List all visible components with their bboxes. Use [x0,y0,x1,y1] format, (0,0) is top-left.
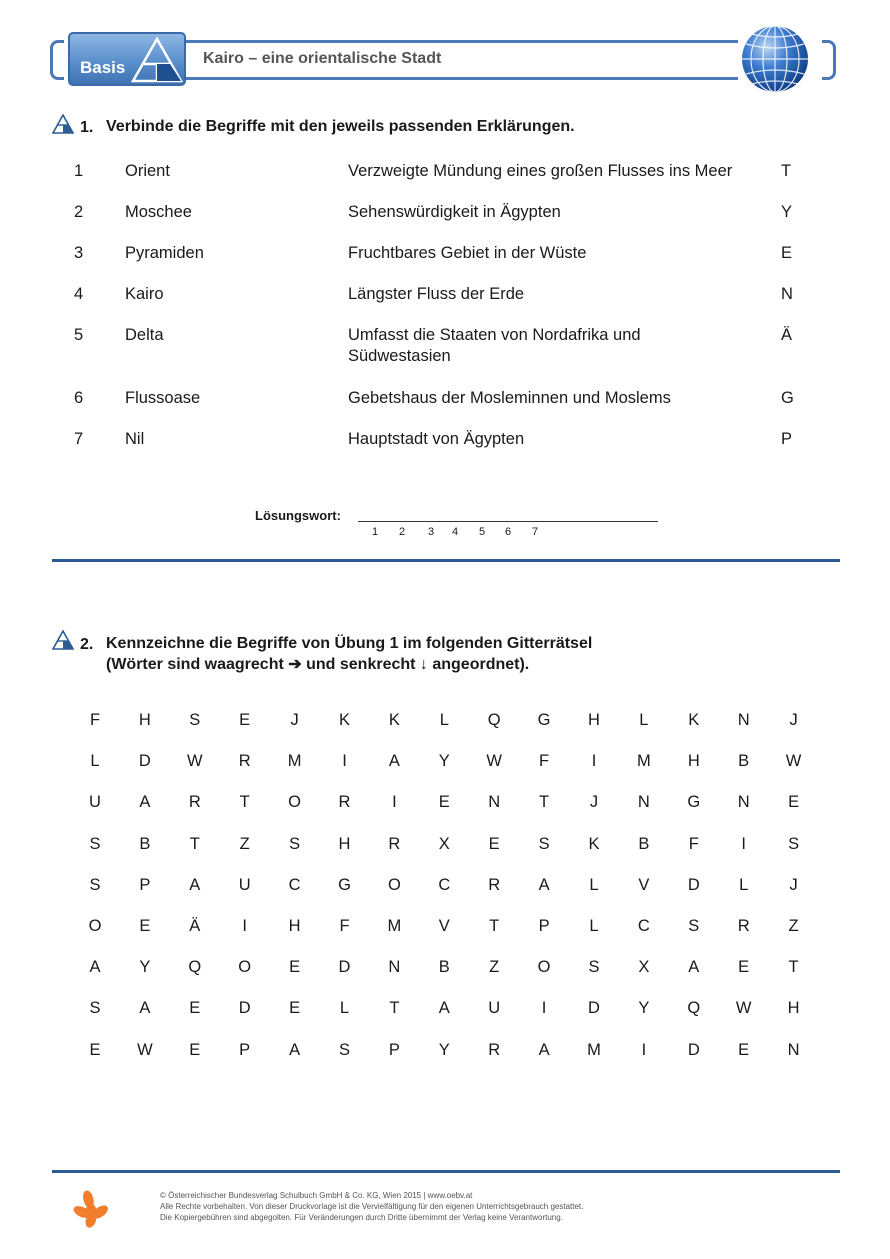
grid-letter[interactable]: H [787,999,800,1018]
grid-letter[interactable]: S [89,834,101,853]
grid-letter[interactable]: R [488,875,501,894]
page-title: Kairo – eine orientalische Stadt [203,50,442,67]
pyramid-level-icon [52,630,74,650]
row-number: 7 [74,430,84,448]
grid-letter[interactable]: J [589,793,599,812]
exercise-2-instruction-line-1: Kennzeichne die Begriffe von Übung 1 im folgenden Gitterrätsel [106,635,593,652]
grid-letter[interactable]: Z [489,958,500,977]
row-explanation: Hauptstadt von Ägypten [348,430,525,448]
grid-letter[interactable]: A [438,999,450,1018]
grid-letter[interactable]: U [488,999,501,1018]
grid-letter[interactable]: R [388,834,401,853]
solution-digit: 2 [399,526,406,538]
grid-letter[interactable]: A [89,958,101,977]
grid-letter[interactable]: S [89,999,101,1018]
grid-letter[interactable]: P [538,917,550,935]
grid-letter[interactable]: W [187,752,203,771]
grid-letter[interactable]: V [638,875,650,894]
grid-letter[interactable]: W [785,752,802,771]
grid-letter[interactable]: P [139,875,151,894]
grid-letter[interactable]: D [687,875,700,894]
header-rule-top [186,40,738,43]
grid-letter[interactable]: R [188,793,201,812]
pyramid-level-icon [130,36,184,84]
grid-letter[interactable]: R [737,917,750,935]
grid-letter[interactable]: M [387,917,402,935]
grid-letter[interactable]: M [587,1040,601,1059]
grid-letter[interactable]: W [137,1040,153,1059]
grid-letter[interactable]: E [89,1040,101,1059]
grid-letter[interactable]: R [338,793,351,812]
grid-letter[interactable]: A [388,752,400,771]
grid-letter[interactable]: G [537,711,551,729]
basis-badge-label: Basis [80,58,126,77]
grid-letter[interactable]: D [588,999,600,1018]
grid-letter[interactable]: G [338,875,351,894]
solution-digit: 1 [372,526,379,538]
grid-letter[interactable]: N [737,793,750,812]
row-explanation: Umfasst die Staaten von Nordafrika und Südwestasien [348,326,641,365]
row-term: Orient [125,162,170,180]
grid-letter[interactable]: M [287,752,302,771]
grid-letter[interactable]: E [738,958,750,977]
grid-letter[interactable]: F [89,711,101,729]
grid-letter[interactable]: N [488,793,501,812]
row-number: 6 [74,389,84,407]
row-letter: Ä [781,326,793,344]
footer-divider [52,1170,840,1173]
header-bracket-right [822,40,836,80]
header-bracket-left [50,40,64,80]
grid-letter[interactable]: S [788,834,800,853]
grid-letter[interactable]: A [289,1040,301,1059]
grid-letter[interactable]: L [90,752,100,771]
section-divider [52,559,840,562]
globe-icon [740,24,810,94]
row-letter: E [781,244,793,262]
exercise-2-number: 2. [80,636,94,653]
grid-letter[interactable]: E [139,917,151,935]
grid-letter[interactable]: B [139,834,151,853]
grid-letter[interactable]: S [588,958,600,977]
exercise-2-instruction-line-2: (Wörter sind waagrecht ➔ und senkrecht ↓ angeordnet). [106,656,530,673]
grid-letter[interactable]: J [789,875,798,894]
grid-letter[interactable]: E [738,1040,750,1059]
grid-letter[interactable]: G [687,793,701,812]
grid-letter[interactable]: T [489,917,500,935]
grid-letter[interactable]: O [238,958,252,977]
grid-letter[interactable]: A [688,958,700,977]
grid-letter[interactable]: P [388,1040,400,1059]
grid-letter[interactable]: Z [788,917,799,935]
row-term: Delta [125,326,164,344]
grid-letter[interactable]: T [539,793,550,812]
grid-letter[interactable]: V [438,917,450,935]
grid-letter[interactable]: E [488,834,500,853]
row-number: 5 [74,326,84,344]
grid-letter[interactable]: H [687,752,700,771]
row-letter: T [781,162,792,180]
row-term: Moschee [125,203,192,221]
grid-letter[interactable]: L [589,917,599,935]
solution-digit: 5 [479,526,486,538]
grid-letter[interactable]: Z [239,834,250,853]
grid-letter[interactable]: A [538,875,550,894]
grid-letter[interactable]: A [139,793,151,812]
row-term: Kairo [125,285,164,303]
grid-letter[interactable]: A [538,1040,550,1059]
grid-letter[interactable]: K [338,711,350,729]
row-explanation: Verzweigte Mündung eines großen Flusses ins Meer [348,162,733,180]
grid-letter[interactable]: K [588,834,600,853]
grid-letter[interactable]: L [439,711,449,729]
row-letter: Y [781,203,793,221]
grid-letter[interactable]: E [239,711,251,729]
basis-badge [68,32,186,86]
grid-letter[interactable]: Ä [189,917,201,935]
footer-disclaimer: Die Kopiergebühren sind abgegolten. Für Veränderungen durch Dritte übernimmt der Verlag keine Verantwortung. [160,1213,563,1222]
grid-letter[interactable]: A [139,999,151,1018]
grid-letter[interactable]: B [738,752,750,771]
grid-letter[interactable]: N [388,958,401,977]
grid-letter[interactable]: W [735,999,752,1018]
grid-letter[interactable]: L [339,999,350,1018]
grid-letter[interactable]: Y [438,752,450,771]
grid-letter[interactable]: T [239,793,250,812]
grid-letter[interactable]: U [89,793,101,812]
grid-letter[interactable]: S [538,834,550,853]
solution-label: Lösungswort: [255,508,341,523]
solution-digit: 6 [505,526,512,538]
footer-copyright: © Österreichischer Bundesverlag Schulbuch GmbH & Co. KG, Wien 2015 | www.oebv.at [160,1191,473,1200]
grid-letter[interactable]: Q [188,958,202,977]
grid-letter[interactable]: I [541,999,547,1018]
grid-letter[interactable]: X [438,834,450,853]
row-letter: P [781,430,793,448]
grid-letter[interactable]: I [242,917,247,935]
row-explanation: Längster Fluss der Erde [348,285,525,303]
grid-letter[interactable]: I [741,834,746,853]
grid-letter[interactable]: I [641,1040,647,1059]
row-term: Pyramiden [125,244,204,262]
footer-rights: Alle Rechte vorbehalten. Von dieser Druckvorlage ist die Vervielfältigung für den eigenen Unterrichtsgebrauch gestattet. [160,1202,584,1211]
grid-letter[interactable]: S [189,711,201,729]
row-explanation: Sehenswürdigkeit in Ägypten [348,203,561,221]
grid-letter[interactable]: Q [487,711,501,729]
grid-letter[interactable]: S [289,834,301,853]
grid-letter[interactable]: C [288,875,301,894]
grid-letter[interactable]: Y [438,1040,450,1059]
grid-letter[interactable]: F [539,752,550,771]
grid-letter[interactable]: X [638,958,650,977]
row-number: 1 [74,162,84,180]
grid-letter[interactable]: S [688,917,700,935]
grid-letter[interactable]: Q [687,999,701,1018]
grid-letter[interactable]: P [239,1040,251,1059]
row-explanation: Gebetshaus der Mosleminnen und Moslems [348,389,671,407]
grid-letter[interactable]: H [588,711,600,729]
row-explanation: Fruchtbares Gebiet in der Wüste [348,244,587,262]
grid-letter[interactable]: A [189,875,201,894]
grid-letter[interactable]: K [688,711,700,729]
row-letter: N [781,285,793,303]
grid-letter[interactable]: K [388,711,400,729]
grid-letter[interactable]: R [238,752,251,771]
grid-letter[interactable]: D [138,752,151,771]
grid-letter[interactable]: N [637,793,650,812]
grid-letter[interactable]: L [639,711,649,729]
grid-letter[interactable]: Y [139,958,151,977]
grid-letter[interactable]: E [189,1040,201,1059]
grid-letter[interactable]: L [589,875,599,894]
grid-letter[interactable]: M [637,752,651,771]
solution-digit: 7 [532,526,539,538]
grid-letter[interactable]: I [591,752,597,771]
grid-letter[interactable]: D [238,999,251,1018]
grid-letter[interactable]: H [138,711,151,729]
pyramid-level-icon [52,114,74,134]
header-rule-bottom [186,77,738,80]
grid-letter[interactable]: J [290,711,299,729]
grid-letter[interactable]: J [789,711,798,729]
publisher-logo-icon [72,1190,110,1228]
row-number: 2 [74,203,84,221]
solution-digit: 4 [452,526,459,538]
exercise-1-instruction: Verbinde die Begriffe mit den jeweils passenden Erklärungen. [106,118,575,135]
grid-letter[interactable]: O [387,875,401,894]
grid-letter[interactable]: E [189,999,201,1018]
solution-digit: 3 [428,526,435,538]
grid-letter[interactable]: I [392,793,397,812]
grid-letter[interactable]: R [488,1040,501,1059]
grid-letter[interactable]: O [288,793,302,812]
row-term: Flussoase [125,389,201,407]
grid-letter[interactable]: T [389,999,400,1018]
grid-letter[interactable]: I [342,752,347,771]
grid-letter[interactable]: O [537,958,551,977]
grid-letter[interactable]: D [338,958,351,977]
grid-letter[interactable]: T [788,958,799,977]
grid-letter[interactable]: B [438,958,450,977]
grid-letter[interactable]: U [238,875,251,894]
grid-letter[interactable]: H [288,917,301,935]
grid-letter[interactable]: N [737,711,750,729]
grid-letter[interactable]: O [88,917,102,935]
grid-letter[interactable]: E [788,793,800,812]
grid-letter[interactable]: H [338,834,351,853]
grid-letter[interactable]: E [438,793,450,812]
grid-letter[interactable]: E [289,958,301,977]
grid-letter[interactable]: S [338,1040,350,1059]
grid-letter[interactable]: B [638,834,650,853]
grid-letter[interactable]: D [687,1040,700,1059]
grid-letter[interactable]: N [787,1040,800,1059]
grid-letter[interactable]: T [189,834,200,853]
grid-letter[interactable]: W [486,752,502,771]
grid-letter[interactable]: C [637,917,650,935]
exercise-1-number: 1. [80,119,94,136]
row-number: 3 [74,244,84,262]
grid-letter[interactable]: L [739,875,749,894]
grid-letter[interactable]: E [289,999,301,1018]
grid-letter[interactable]: S [89,875,101,894]
grid-letter[interactable]: F [339,917,350,935]
grid-letter[interactable]: Y [638,999,650,1018]
row-letter: G [781,389,794,407]
grid-letter[interactable]: F [688,834,699,853]
grid-letter[interactable]: C [438,875,451,894]
row-number: 4 [74,285,84,303]
row-term: Nil [125,430,145,448]
solution-answer-line[interactable] [358,521,658,522]
